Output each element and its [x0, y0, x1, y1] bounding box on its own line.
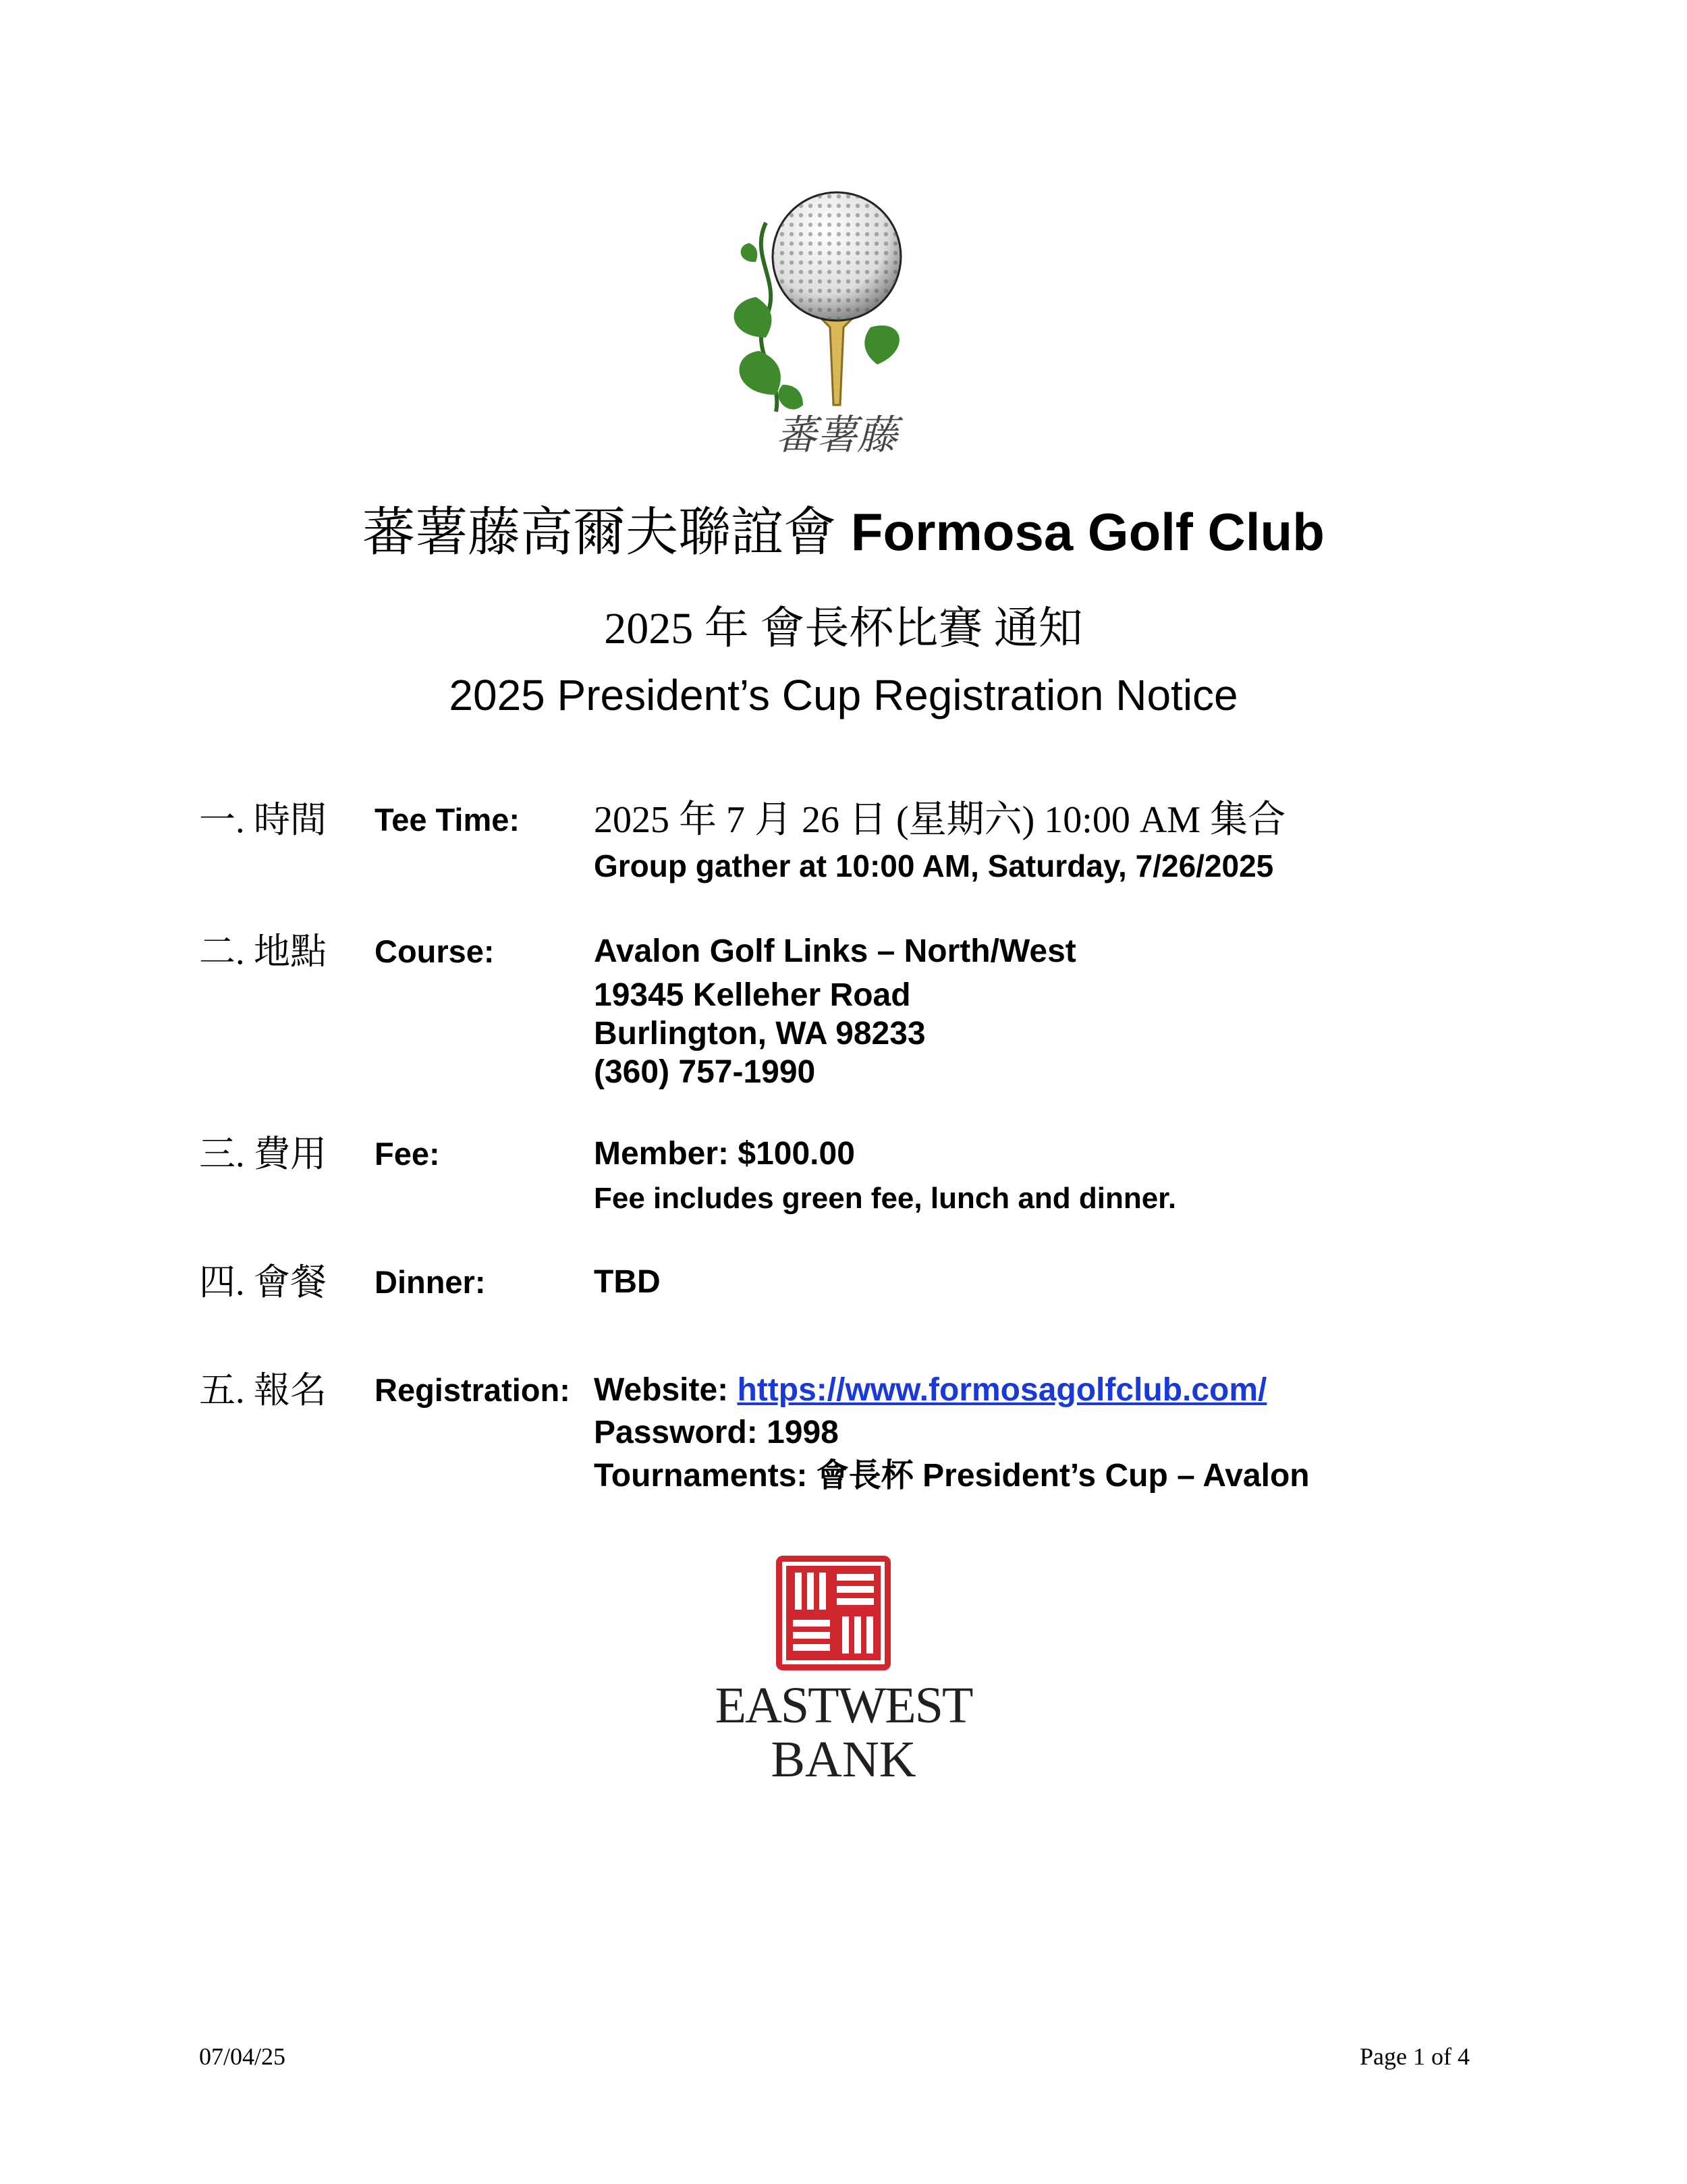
section-label-dinner: Dinner: [375, 1264, 486, 1300]
tee-time-zh: 2025 年 7 月 26 日 (星期六) 10:00 AM 集合 [594, 799, 1286, 841]
course-name: Avalon Golf Links – North/West [594, 933, 1076, 969]
fee-member: Member: $100.00 [594, 1136, 855, 1172]
section-number: 二. 地點 [199, 931, 327, 972]
sponsor-logo [702, 1552, 985, 1795]
section-label-registration: Registration: [375, 1372, 570, 1408]
tee-time-en: Group gather at 10:00 AM, Saturday, 7/26/2025 [594, 848, 1274, 883]
registration-tournament: Tournaments: 會長杯 President’s Cup – Avalon [594, 1458, 1310, 1494]
footer-date: 07/04/25 [199, 2043, 286, 2070]
course-street: 19345 Kelleher Road [594, 977, 911, 1013]
footer-page-number: Page 1 of 4 [1360, 2043, 1470, 2070]
club-title [0, 499, 1687, 564]
dinner-value: TBD [594, 1264, 661, 1300]
section-label-course: Course: [375, 933, 495, 969]
club-logo [702, 182, 972, 479]
notice-title-en: 2025 President’s Cup Registration Notice [449, 671, 1238, 719]
section-label-fee: Fee: [375, 1136, 440, 1172]
section-number: 一. 時間 [199, 800, 327, 840]
website-link[interactable]: https://www.formosagolfclub.com/ [737, 1372, 1267, 1408]
website-label: Website: [594, 1372, 738, 1408]
registration-website-row [594, 1370, 1267, 1411]
course-phone: (360) 757-1990 [594, 1054, 816, 1090]
section-number: 三. 費用 [199, 1134, 327, 1174]
logo-caption: 蕃薯藤 [776, 413, 897, 458]
club-name-en: Formosa Golf Club [850, 502, 1325, 562]
bank-name-line2: BANK [771, 1731, 916, 1788]
club-name-zh: 蕃薯藤高爾夫聯誼會 [362, 502, 837, 562]
section-label-tee-time: Tee Time: [375, 802, 520, 838]
notice-title-zh: 2025 年 會長杯比賽 通知 [604, 604, 1083, 653]
fee-note: Fee includes green fee, lunch and dinner. [594, 1182, 1177, 1215]
bank-name-line1: EASTWEST [715, 1677, 972, 1734]
registration-password: Password: 1998 [594, 1415, 839, 1450]
section-number: 四. 會餐 [199, 1262, 327, 1303]
section-number: 五. 報名 [199, 1370, 327, 1411]
course-city: Burlington, WA 98233 [594, 1016, 926, 1052]
